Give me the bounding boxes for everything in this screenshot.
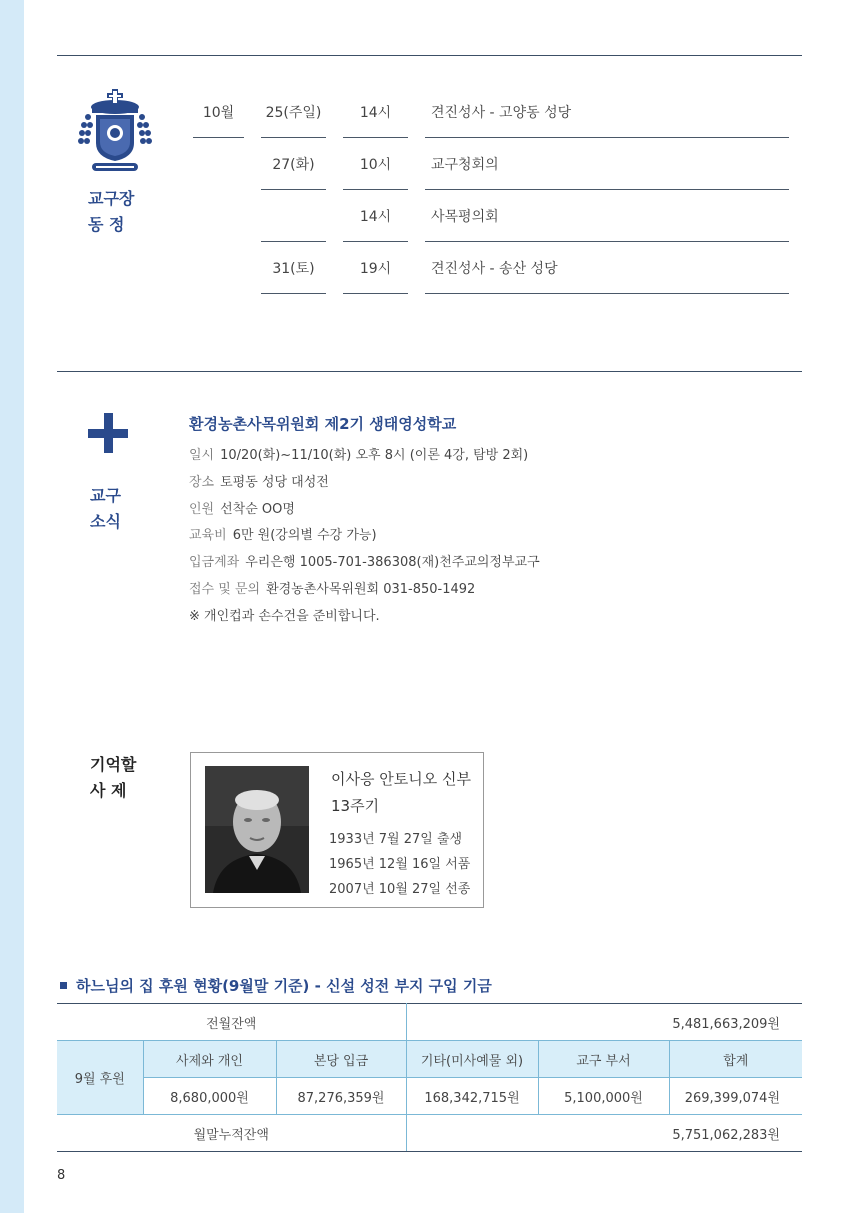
news-item-label: 장소 xyxy=(189,475,215,490)
section-divider xyxy=(57,371,802,372)
page-number: 8 xyxy=(57,1168,66,1183)
schedule-event: 견진성사 - 고양동 성당 xyxy=(425,86,789,138)
column-header: 본당 입금 xyxy=(276,1041,406,1078)
cross-icon-bar xyxy=(88,429,128,438)
table-row xyxy=(57,1115,802,1152)
news-item-value: 토평동 성당 대성전 xyxy=(220,475,329,490)
table-row xyxy=(57,1004,802,1041)
table-row xyxy=(57,1041,802,1078)
table-cell: 8,680,000원 xyxy=(143,1078,276,1115)
prev-balance-value: 5,481,663,209원 xyxy=(406,1004,802,1041)
news-item-label: 일시 xyxy=(189,448,215,463)
news-title-line1: 교구 xyxy=(90,486,121,505)
memorial-anniversary: 13주기 xyxy=(331,797,380,815)
section-divider xyxy=(57,55,802,56)
schedule-title-line1: 교구장 xyxy=(88,189,135,208)
column-header: 합계 xyxy=(669,1041,802,1078)
news-note: ※ 개인컵과 손수건을 준비합니다. xyxy=(189,609,380,624)
column-header: 사제와 개인 xyxy=(143,1041,276,1078)
news-item-value: 10/20(화)~11/10(화) 오후 8시 (이론 4강, 탐방 2회) xyxy=(220,448,529,463)
prev-balance-label: 전월잔액 xyxy=(57,1004,406,1041)
priest-portrait-photo xyxy=(205,766,309,893)
news-item-value: 환경농촌사목위원회 031-850-1492 xyxy=(266,582,476,597)
schedule-event: 사목평의회 xyxy=(425,190,789,242)
column-header: 기타(미사예물 외) xyxy=(406,1041,538,1078)
news-item-label: 접수 및 문의 xyxy=(189,582,261,597)
cumulative-balance-value: 5,751,062,283원 xyxy=(406,1115,802,1152)
news-item xyxy=(189,578,475,597)
memorial-date-line: 1933년 7월 27일 출생 xyxy=(329,832,463,847)
table-cell: 269,399,074원 xyxy=(669,1078,802,1115)
table-cell: 87,276,359원 xyxy=(276,1078,406,1115)
donation-title-text: 하느님의 집 후원 현황(9월말 기준) - 신설 성전 부지 구입 기금 xyxy=(76,977,492,995)
square-bullet-icon xyxy=(60,982,67,989)
schedule-time: 10시 xyxy=(343,138,408,190)
news-headline: 환경농촌사목위원회 제2기 생태영성학교 xyxy=(189,415,457,433)
news-section-title xyxy=(90,483,121,535)
memorial-date-line: 1965년 12월 16일 서품 xyxy=(329,857,471,872)
news-item-label: 인원 xyxy=(189,502,215,517)
news-item-label: 교육비 xyxy=(189,528,227,543)
news-item-value: 선착순 OO명 xyxy=(220,502,295,517)
left-margin-bar xyxy=(0,0,24,1213)
news-item-label: 입금계좌 xyxy=(189,555,240,570)
news-item-value: 우리은행 1005-701-386308(재)천주교의정부교구 xyxy=(245,555,540,570)
memorial-title-line1: 기억할 xyxy=(90,755,137,774)
schedule-event: 교구청회의 xyxy=(425,138,789,190)
schedule-day: 27(화) xyxy=(261,138,326,190)
schedule-title-line2: 동 정 xyxy=(88,215,125,234)
news-item xyxy=(189,524,377,543)
schedule-time: 14시 xyxy=(343,86,408,138)
memorial-date-line: 2007년 10월 27일 선종 xyxy=(329,882,471,897)
table-cell: 168,342,715원 xyxy=(406,1078,538,1115)
cumulative-balance-label: 월말누적잔액 xyxy=(57,1115,406,1152)
news-item xyxy=(189,551,540,570)
diocese-crest-logo xyxy=(78,87,152,173)
news-item xyxy=(189,471,329,490)
news-item xyxy=(189,444,528,463)
donation-table xyxy=(57,1003,802,1152)
memorial-title-line2: 사 제 xyxy=(90,781,127,800)
month-donation-label: 9월 후원 xyxy=(57,1041,143,1115)
donation-table-title xyxy=(60,975,492,996)
memorial-priest-name: 이사응 안토니오 신부 xyxy=(331,770,471,788)
schedule-time: 19시 xyxy=(343,242,408,294)
news-item-value: 6만 원(강의별 수강 가능) xyxy=(232,528,377,543)
schedule-month: 10월 xyxy=(193,86,244,138)
schedule-day xyxy=(261,190,326,242)
schedule-event: 견진성사 - 송산 성당 xyxy=(425,242,789,294)
table-cell: 5,100,000원 xyxy=(538,1078,669,1115)
schedule-section-title xyxy=(88,186,134,238)
column-header: 교구 부서 xyxy=(538,1041,669,1078)
memorial-section-title xyxy=(90,752,136,804)
news-item xyxy=(189,498,295,517)
schedule-time: 14시 xyxy=(343,190,408,242)
schedule-day: 25(주일) xyxy=(261,86,326,138)
news-title-line2: 소식 xyxy=(90,512,121,531)
schedule-day: 31(토) xyxy=(261,242,326,294)
table-row xyxy=(57,1078,802,1115)
